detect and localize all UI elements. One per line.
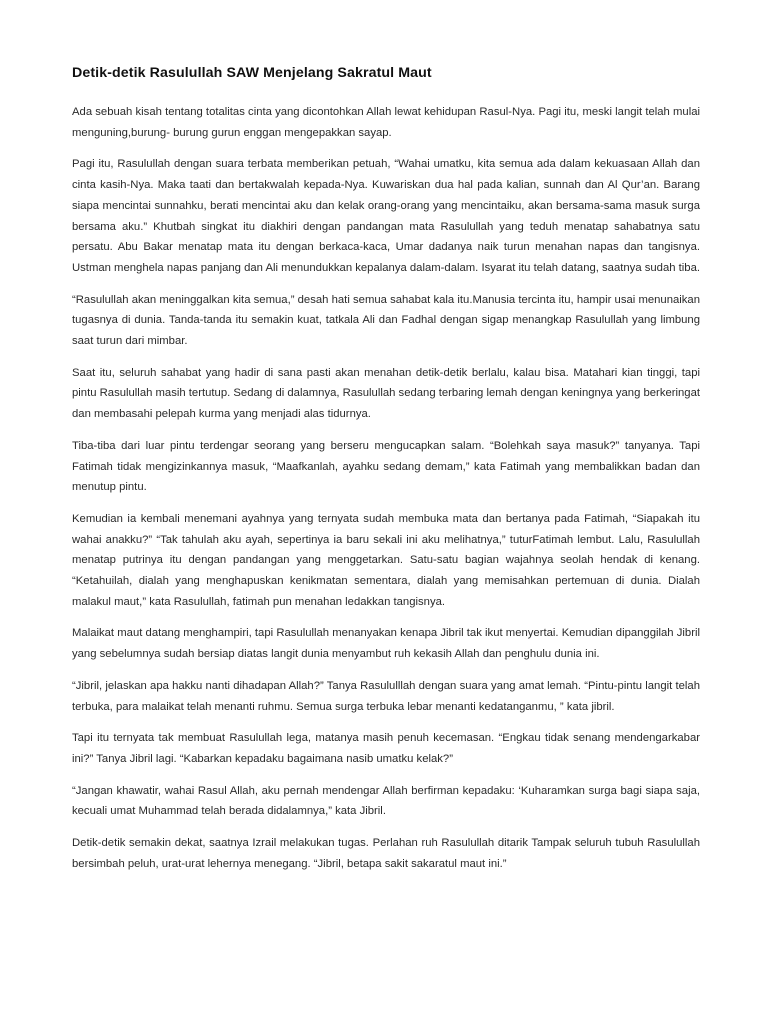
paragraph: Malaikat maut datang menghampiri, tapi Rasulullah menanyakan kenapa Jibril tak ikut menyertai. Kemudian dipanggilah Jibril yang sebelumnya sudah bersiap diatas langit dunia menyambut ruh kekasih Allah dan penghulu dunia ini. bbox=[72, 627, 700, 661]
paragraph: “Jibril, jelaskan apa hakku nanti dihadapan Allah?” Tanya Rasululllah dengan suara yang amat lemah. “Pintu-pintu langit telah terbuka, para malaikat telah menanti ruhmu. Semua surga terbuka lebar menanti kedatanganmu, ” kata jibril. bbox=[72, 679, 700, 713]
paragraph: Kemudian ia kembali menemani ayahnya yang ternyata sudah membuka mata dan bertanya pada Fatimah, “Siapakah itu wahai anakku?” “Tak tahulah aku ayah, sepertinya ia baru sekali ini aku melihatnya,” tuturFatimah lembut. Lalu, Rasulullah menatap putrinya itu dengan pandangan yang menggetarkan. Satu-satu bagian wajahnya seolah hendak di kenang. “Ketahuilah, dialah yang menghapuskan kenikmatan sementara, dialah yang memisahkan pertemuan di dunia. Dialah malakul maut,” kata Rasulullah, fatimah pun menahan ledakkan tangisnya. bbox=[72, 512, 700, 608]
document-title: Detik-detik Rasulullah SAW Menjelang Sakratul Maut bbox=[72, 65, 432, 81]
paragraph: Detik-detik semakin dekat, saatnya Izrail melakukan tugas. Perlahan ruh Rasulullah ditarik Tampak seluruh tubuh Rasulullah bersimbah peluh, urat-urat lehernya menegang. “Jibril, betapa sakit sakaratul maut ini.” bbox=[72, 837, 700, 870]
paragraph: “Rasulullah akan meninggalkan kita semua,” desah hati semua sahabat kala itu.Manusia tercinta itu, hampir usai menunaikan tugasnya di dunia. Tanda-tanda itu semakin kuat, tatkala Ali dan Fadhal dengan sigap menangkap Rasulullah yang limbung saat turun dari mimbar. bbox=[72, 293, 700, 348]
paragraph: Ada sebuah kisah tentang totalitas cinta yang dicontohkan Allah lewat kehidupan Rasul-Nya. Pagi itu, meski langit telah mulai menguning,burung- burung gurun enggan mengepakkan sayap. bbox=[72, 106, 700, 139]
paragraph: Tiba-tiba dari luar pintu terdengar seorang yang berseru mengucapkan salam. “Bolehkah saya masuk?” tanyanya. Tapi Fatimah tidak mengizinkannya masuk, “Maafkanlah, ayahku sedang demam,” kata Fatimah yang membalikkan badan dan menutup pintu. bbox=[72, 439, 700, 494]
paragraph: Saat itu, seluruh sahabat yang hadir di sana pasti akan menahan detik-detik berlalu, kalau bisa. Matahari kian tinggi, tapi pintu Rasulullah masih tertutup. Sedang di dalamnya, Rasulullah sedang terbaring lemah dengan keningnya yang berkeringat dan membasahi pelepah kurma yang menjadi alas tidurnya. bbox=[72, 366, 701, 421]
document-page bbox=[72, 62, 700, 886]
paragraph: Pagi itu, Rasulullah dengan suara terbata memberikan petuah, “Wahai umatku, kita semua ada dalam kekuasaan Allah dan cinta kasih-Nya. Maka taati dan bertakwalah kepada-Nya. Kuwariskan dua hal pada kalian, sunnah dan Al Qur’an. Barang siapa mencintai sunnahku, berati mencintai aku dan kelak orang-orang yang mencintaiku, akan bersama-sama masuk surga bersama aku.” Khutbah singkat itu diakhiri dengan pandangan mata Rasulullah yang teduh menatap sahabatnya satu persatu. Abu Bakar menatap mata itu dengan berkaca-kaca, Umar dadanya naik turun menahan napas dan tangisnya. Ustman menghela napas panjang dan Ali menundukkan kepalanya dalam-dalam. Isyarat itu telah datang, saatnya sudah tiba. bbox=[72, 158, 701, 274]
paragraph: “Jangan khawatir, wahai Rasul Allah, aku pernah mendengar Allah berfirman kepadaku: ‘Kuharamkan surga bagi siapa saja, kecuali umat Muhammad telah berada didalamnya,” kata Jibril. bbox=[72, 784, 700, 818]
paragraph: Tapi itu ternyata tak membuat Rasulullah lega, matanya masih penuh kecemasan. “Engkau tidak senang mendengarkabar ini?” Tanya Jibril lagi. “Kabarkan kepadaku bagaimana nasib umatku kelak?” bbox=[72, 732, 700, 765]
